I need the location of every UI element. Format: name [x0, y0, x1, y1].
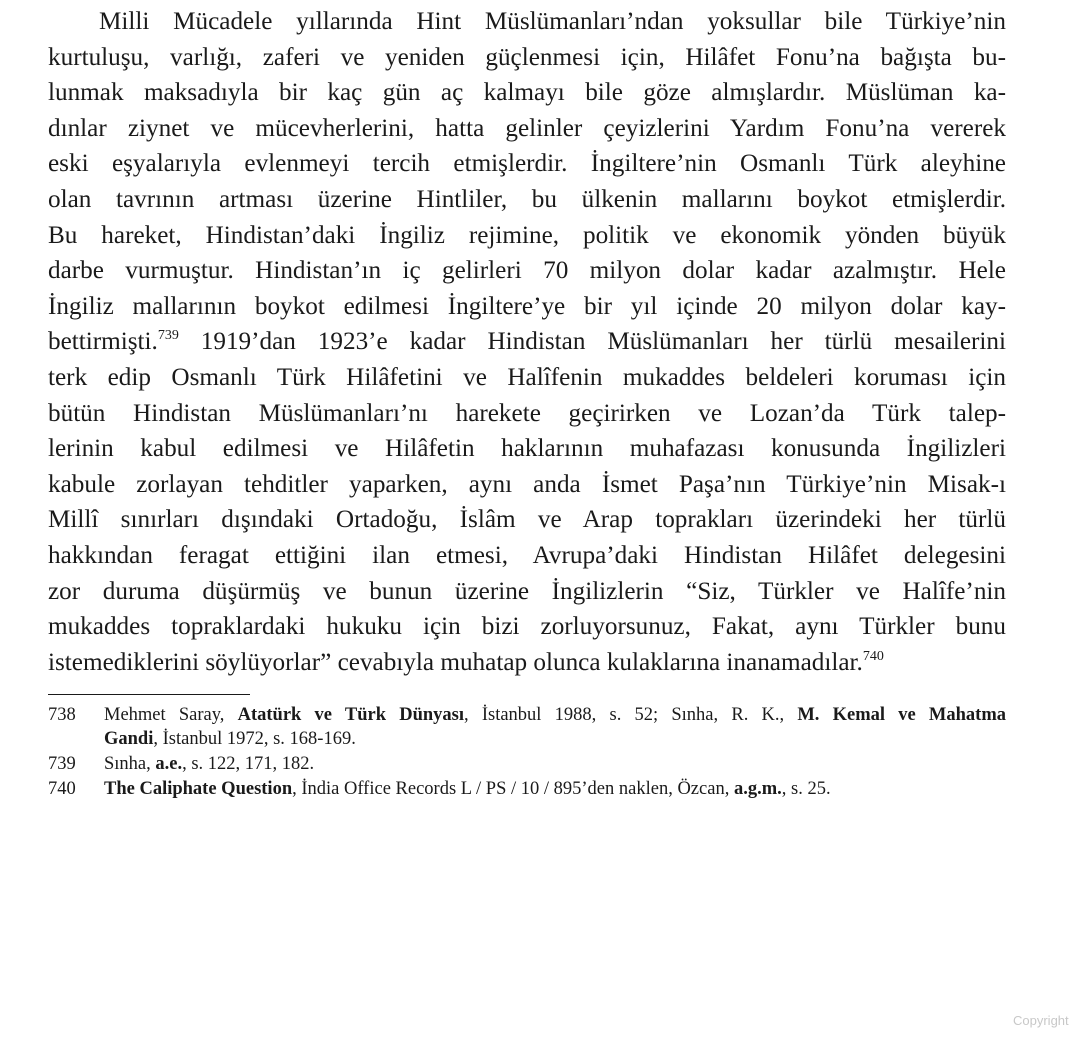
paragraph-line: dınlar ziynet ve mücevherlerini, hatta gelinler çeyizlerini Yardım Fonu’na vererek [48, 114, 1006, 142]
footnote-line [104, 727, 1006, 751]
footnote-738 [48, 703, 1006, 751]
text-segment: bettirmişti. [48, 328, 158, 356]
body-paragraph [48, 4, 1006, 680]
footnote-number: 740 [48, 779, 76, 800]
page [48, 0, 1006, 802]
paragraph-line: olan tavrının artması üzerine Hintliler, bu ülkenin mallarını boykot etmişlerdir. [48, 185, 1006, 213]
paragraph-line: terk edip Osmanlı Türk Hilâfetini ve Halîfenin mukaddes beldeleri koruması için [48, 363, 1006, 391]
paragraph-line: lunmak maksadıyla bir kaç gün aç kalmayı bile göze almışlardır. Müslüman ka- [48, 79, 1006, 107]
footnote-ref-739[interactable]: 739 [157, 328, 179, 344]
text-segment: , s. 25. [781, 779, 831, 800]
footnote-divider [48, 694, 250, 695]
text-segment: , İndia Office Records L / PS / 10 / 895’den naklen, Özcan, [292, 779, 734, 800]
paragraph-line: Millî sınırları dışındaki Ortadoğu, İslâm ve Arap toprakları üzerindeki her türlü [48, 506, 1006, 534]
text-segment: , İstanbul 1988, s. 52; Sınha, R. K., [464, 705, 798, 726]
footnote-line [104, 777, 1006, 801]
paragraph-line: hakkından feragat ettiğini ilan etmesi, Avrupa’daki Hindistan Hilâfet delegesini [48, 541, 1006, 569]
text-segment: , s. 122, 171, 182. [182, 754, 315, 775]
footnote-text [104, 752, 1006, 776]
text-segment: Mehmet Saray, [104, 705, 238, 726]
paragraph-line [48, 324, 1006, 360]
book-title: M. Kemal ve Mahatma [797, 705, 1006, 726]
text-segment: istemediklerini söylüyorlar” cevabıyla muhatap olunca kulaklarına inanamadılar. [48, 648, 863, 676]
paragraph-line: eski eşyalarıyla evlenmeyi tercih etmişlerdir. İngiltere’nin Osmanlı Türk aleyhine [48, 150, 1006, 178]
paragraph-line: Bu hareket, Hindistan’daki İngiliz rejimine, politik ve ekonomik yönden büyük [48, 221, 1006, 249]
footnote-number: 738 [48, 705, 76, 726]
paragraph-line: kurtuluşu, varlığı, zaferi ve yeniden güçlenmesi için, Hilâfet Fonu’na bağışta bu- [48, 43, 1006, 71]
paragraph-line: bütün Hindistan Müslümanları’nı harekete geçirirken ve Lozan’da Türk talep- [48, 399, 1006, 427]
paragraph-line: İngiliz mallarının boykot edilmesi İngiltere’ye bir yıl içinde 20 milyon dolar kay- [48, 292, 1006, 320]
copyright-watermark: Copyright [1013, 1013, 1069, 1028]
text-segment: , İstanbul 1972, s. 168-169. [153, 729, 356, 750]
paragraph-line: kabule zorlayan tehditler yaparken, aynı anda İsmet Paşa’nın Türkiye’nin Misak-ı [48, 470, 1006, 498]
footnote-line [104, 752, 1006, 776]
footnote-line [104, 703, 1006, 727]
paragraph-line: zor duruma düşürmüş ve bunun üzerine İngilizlerin “Siz, Türkler ve Halîfe’nin [48, 577, 1006, 605]
paragraph-line: mukaddes topraklardaki hukuku için bizi zorluyorsunuz, Fakat, aynı Türkler bunu [48, 613, 1006, 641]
abbreviation: a.e. [155, 754, 183, 775]
footnote-ref-740[interactable]: 740 [862, 648, 884, 664]
paragraph-line: lerinin kabul edilmesi ve Hilâfetin haklarının muhafazası konusunda İngilizleri [48, 435, 1006, 463]
book-title: Gandi [104, 729, 154, 750]
footnote-740 [48, 777, 1006, 801]
footnote-text [104, 703, 1006, 751]
book-title: The Caliphate Question [104, 779, 293, 800]
paragraph-line: Milli Mücadele yıllarında Hint Müslümanları’ndan yoksullar bile Türkiye’nin [99, 8, 1006, 35]
paragraph-line [48, 645, 1006, 681]
paragraph-line: darbe vurmuştur. Hindistan’ın iç gelirleri 70 milyon dolar kadar azalmıştır. Hele [48, 257, 1006, 285]
text-segment: 1919’dan 1923’e kadar Hindistan Müslümanları her türlü mesailerini [178, 328, 1006, 356]
footnote-number: 739 [48, 754, 76, 775]
abbreviation: a.g.m. [733, 779, 782, 800]
text-segment: Sınha, [104, 754, 156, 775]
footnote-text [104, 777, 1006, 801]
book-title: Atatürk ve Türk Dünyası [237, 705, 465, 726]
footnote-739 [48, 752, 1006, 776]
